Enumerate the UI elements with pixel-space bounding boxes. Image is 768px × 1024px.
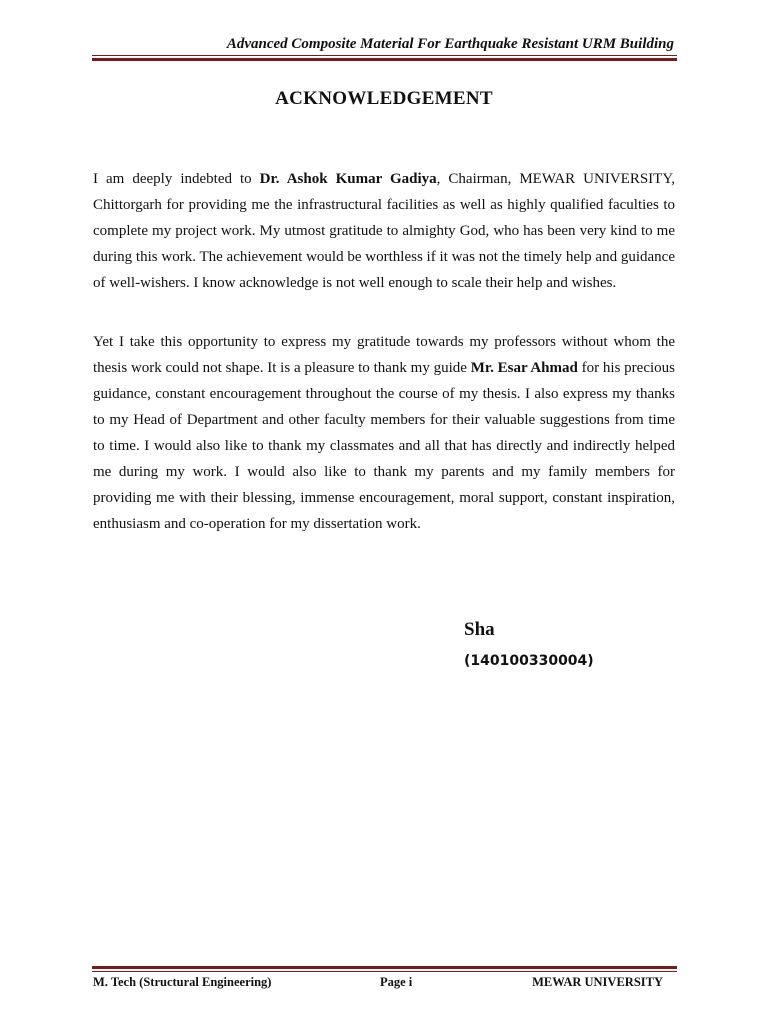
footer-degree: M. Tech (Structural Engineering) <box>93 975 272 989</box>
footer-page-number: Page i <box>380 975 413 989</box>
paragraph-1 <box>93 166 675 304</box>
footer-rule-thin <box>92 971 677 972</box>
signature-name: Sha <box>464 619 495 640</box>
header-rule-thin <box>92 55 677 56</box>
signature-id: (140100330004) <box>464 653 594 669</box>
running-header: Advanced Composite Material For Earthquake Resistant URM Building <box>226 36 674 52</box>
paragraph-1-intro: I am deeply indebted to <box>93 171 260 187</box>
chairman-name: Dr. Ashok Kumar Gadiya <box>259 171 437 187</box>
paragraph-2-intro: Yet I take this opportunity to express my gratitude towards my professors without whom the thesis work could not shape. It is a pleasure to thank my guide <box>93 334 675 376</box>
paragraph-2 <box>93 329 675 545</box>
page-title: ACKNOWLEDGEMENT <box>275 88 493 109</box>
paragraph-1-rest: , Chairman, MEWAR UNIVERSITY, Chittorgarh for providing me the infrastructural facilities as well as highly qualified faculties to complete my project work. My utmost gratitude to almighty God, who has been very kind to me during this work. The achievement would be worthless if it was not the timely help and guidance of well-wishers. I know acknowledge is not well enough to scale their help and wishes. <box>93 171 675 291</box>
footer-rule-thick <box>92 966 677 969</box>
header-rule-thick <box>92 58 677 61</box>
footer-university: MEWAR UNIVERSITY <box>532 975 663 989</box>
paragraph-2-rest: for his precious guidance, constant encouragement throughout the course of my thesis. I also express my thanks to my Head of Department and other faculty members for their valuable suggestions from time to time. I would also like to thank my classmates and all that has directly and indirectly helped me during my work. I would also like to thank my parents and my family members for providing me with their blessing, immense encouragement, moral support, constant inspiration, enthusiasm and co-operation for my dissertation work. <box>93 360 676 532</box>
guide-name: Mr. Esar Ahmad <box>470 360 578 376</box>
